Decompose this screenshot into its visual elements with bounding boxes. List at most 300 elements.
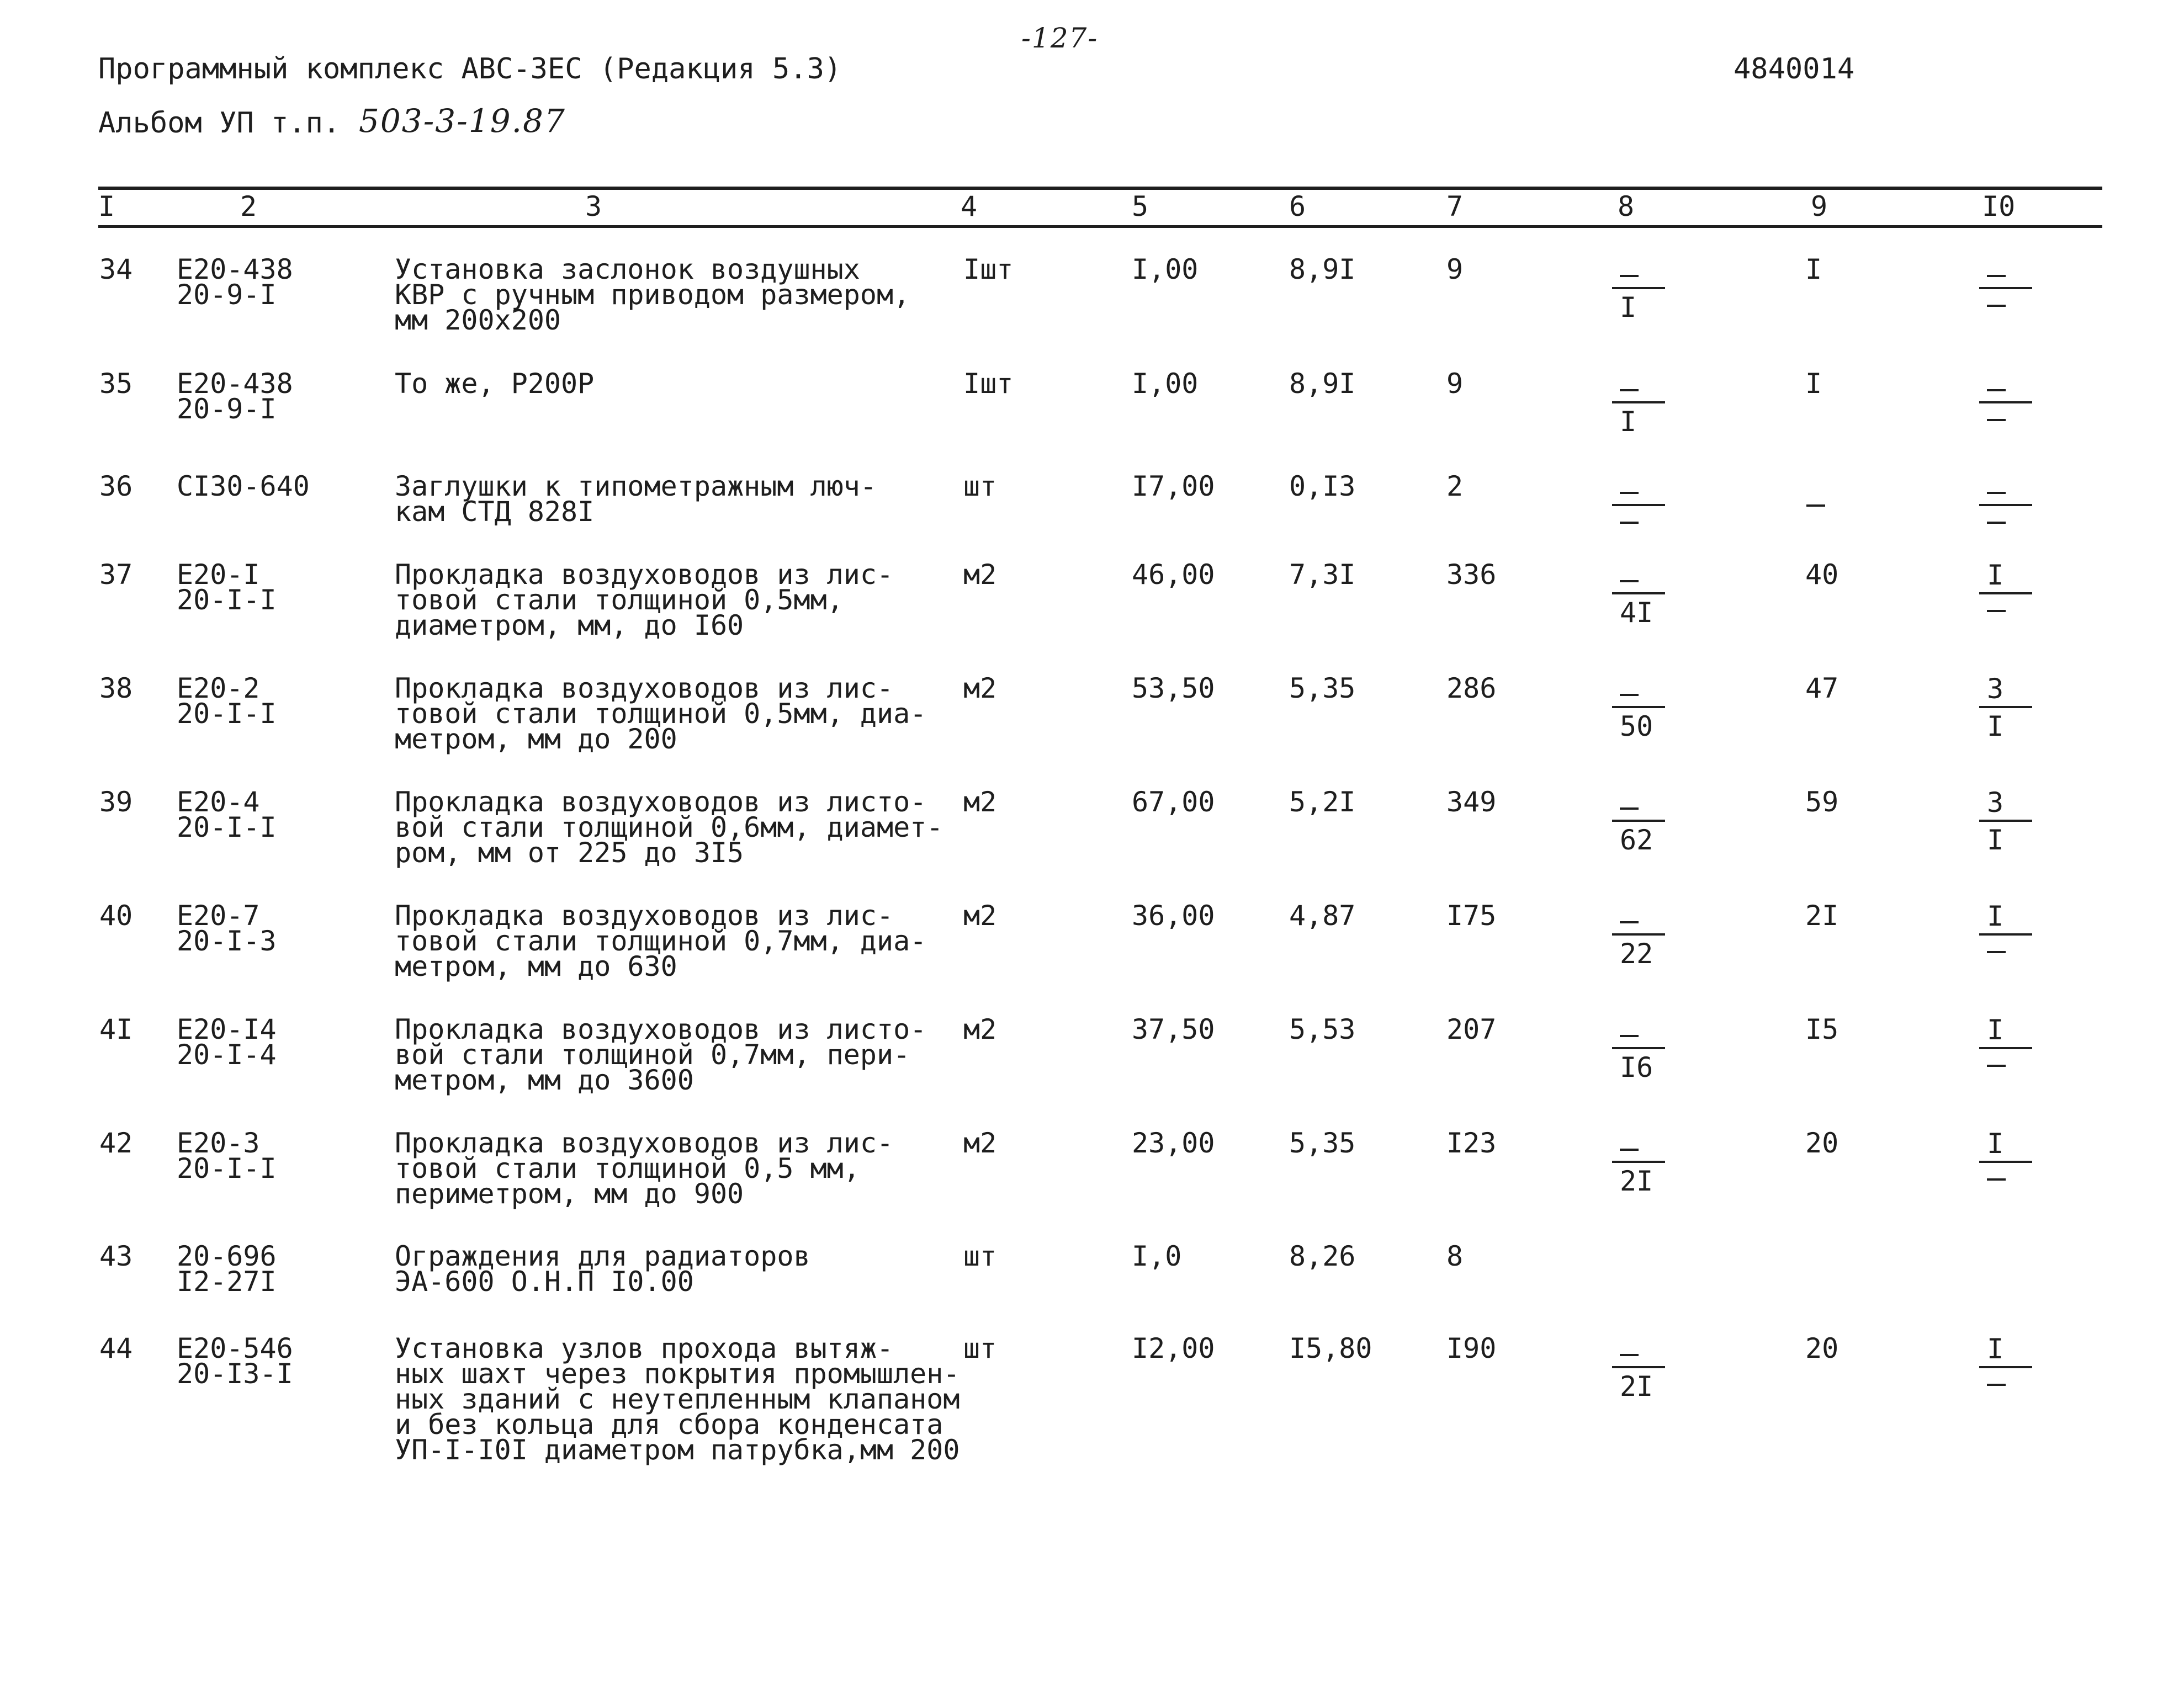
row-total-line: 2 — [1446, 470, 1464, 502]
row-price-line: I5,80 — [1289, 1332, 1372, 1364]
column-header-2: 2 — [240, 190, 257, 222]
row-col8-fraction-den: 62 — [1620, 824, 1653, 856]
row-description-line: мм 200х200 — [395, 304, 561, 336]
row-number-line: 44 — [99, 1332, 133, 1364]
row-number — [99, 470, 133, 502]
row-unit — [963, 672, 997, 704]
row-total-line: 8 — [1446, 1240, 1464, 1272]
row-total — [1446, 470, 1464, 502]
row-col8-fraction-den: I — [1620, 406, 1637, 438]
row-price-line: 0,I3 — [1289, 470, 1356, 502]
row-description — [395, 559, 894, 641]
row-col8-fraction — [1612, 1333, 1665, 1405]
row-number — [99, 1127, 133, 1159]
row-description-line: Прокладка воздуховодов из листо- — [395, 1013, 927, 1045]
row-col9 — [1805, 368, 1822, 400]
row-col8-fraction-num-dash — [1620, 1149, 1639, 1151]
row-description-line: ных шахт через покрытия промышлен- — [395, 1358, 960, 1390]
row-number — [99, 1332, 133, 1364]
row-number-line: 34 — [99, 253, 133, 285]
row-price — [1289, 470, 1356, 502]
row-col10-fraction-den-dash — [1987, 305, 2006, 307]
row-col9-line: 59 — [1805, 786, 1839, 818]
row-col9-line: I5 — [1805, 1013, 1839, 1045]
row-col8-fraction-den: 22 — [1620, 938, 1653, 970]
row-code — [177, 559, 277, 616]
row-col8-fraction-bar — [1612, 706, 1665, 708]
row-description-line: Прокладка воздуховодов из лис- — [395, 1127, 894, 1159]
row-description-line: метром, мм до 630 — [395, 950, 677, 982]
row-col9-line: I — [1805, 253, 1822, 285]
row-description — [395, 368, 595, 400]
row-price-line: 4,87 — [1289, 900, 1356, 932]
column-header-3: 3 — [585, 190, 602, 222]
row-total — [1446, 900, 1497, 932]
row-quantity-line: I7,00 — [1132, 470, 1215, 502]
row-unit — [963, 1240, 997, 1272]
row-col8-fraction — [1612, 900, 1665, 972]
row-col10-fraction — [1979, 1333, 2032, 1405]
row-unit — [963, 786, 997, 818]
row-col10-fraction — [1979, 368, 2032, 440]
row-col9 — [1805, 786, 1839, 818]
row-col8-fraction-den: I — [1620, 291, 1637, 323]
row-unit-line: м2 — [963, 786, 997, 818]
row-number-line: 37 — [99, 559, 133, 591]
table-header-rule — [98, 225, 2102, 228]
row-col8-fraction-bar — [1612, 401, 1665, 403]
row-col8-fraction-num-dash — [1620, 1035, 1639, 1037]
row-col8-fraction — [1612, 1014, 1665, 1086]
row-description — [395, 1013, 927, 1096]
row-description-line: товой стали толщиной 0,5 мм, — [395, 1152, 860, 1184]
row-unit — [963, 1127, 997, 1159]
row-description-line: кам СТД 828I — [395, 496, 595, 528]
table-top-rule — [98, 187, 2102, 190]
row-number-line: 42 — [99, 1127, 133, 1159]
row-description-line: товой стали толщиной 0,5мм, — [395, 584, 844, 616]
row-total-line: I75 — [1446, 900, 1497, 932]
row-col10-fraction-bar — [1979, 820, 2032, 822]
row-code-line: Е20-I4 — [177, 1013, 277, 1045]
row-quantity — [1132, 672, 1215, 704]
row-quantity-line: 23,00 — [1132, 1127, 1215, 1159]
row-col8-fraction-bar — [1612, 1047, 1665, 1049]
row-code — [177, 1127, 277, 1184]
row-col10-fraction — [1979, 900, 2032, 972]
row-quantity — [1132, 900, 1215, 932]
row-quantity-line: 37,50 — [1132, 1013, 1215, 1045]
row-description-line: ром, мм от 225 до 3I5 — [395, 837, 744, 869]
row-col10-fraction-den: I — [1987, 710, 2004, 742]
row-unit — [963, 470, 997, 502]
row-number-line: 4I — [99, 1013, 133, 1045]
row-col10-fraction — [1979, 787, 2032, 858]
column-header-10: I0 — [1982, 190, 2016, 222]
row-col9 — [1805, 1013, 1839, 1045]
row-description-line: диаметром, мм, до I60 — [395, 609, 744, 641]
row-total-line: 349 — [1446, 786, 1497, 818]
row-code-line: Е20-7 — [177, 900, 260, 932]
row-number — [99, 368, 133, 400]
row-col8-fraction-den: 4I — [1620, 597, 1653, 629]
row-quantity-line: I,0 — [1132, 1240, 1182, 1272]
row-col8-fraction-den: 2I — [1620, 1370, 1653, 1402]
row-quantity — [1132, 470, 1215, 502]
row-description-line: периметром, мм до 900 — [395, 1178, 744, 1210]
row-unit-line: шт — [963, 470, 997, 502]
row-number — [99, 1240, 133, 1272]
row-code — [177, 1332, 293, 1390]
row-col8-fraction — [1612, 368, 1665, 440]
row-description-line: КВР с ручным приводом размером, — [395, 279, 910, 311]
row-col8-fraction-num-dash — [1620, 275, 1639, 277]
row-col10-fraction-den-dash — [1987, 419, 2006, 421]
row-col8-fraction — [1612, 673, 1665, 745]
row-col10-fraction-num: I — [1987, 1128, 2004, 1160]
row-number-line: 38 — [99, 672, 133, 704]
row-col8-fraction-bar — [1612, 1161, 1665, 1163]
row-total — [1446, 1127, 1497, 1159]
row-number — [99, 900, 133, 932]
column-header-5: 5 — [1132, 190, 1149, 222]
document-code: 4840014 — [1734, 52, 1855, 86]
row-description-line: Заглушки к типометражным люч- — [395, 470, 877, 502]
row-col9 — [1805, 1127, 1839, 1159]
row-number-line: 40 — [99, 900, 133, 932]
row-quantity-line: 53,50 — [1132, 672, 1215, 704]
row-total-line: 286 — [1446, 672, 1497, 704]
row-quantity — [1132, 1127, 1215, 1159]
row-description-line: вой стали толщиной 0,6мм, диамет- — [395, 811, 943, 843]
row-col8-fraction-den: 2I — [1620, 1165, 1653, 1197]
row-col10-fraction — [1979, 254, 2032, 326]
row-col8-fraction-num-dash — [1620, 807, 1639, 810]
row-code-line: Е20-2 — [177, 672, 260, 704]
row-total-line: 336 — [1446, 559, 1497, 591]
album-label: Альбом УП т.п. — [98, 107, 341, 140]
row-description-line: УП-I-I0I диаметром патрубка,мм 200 — [395, 1434, 960, 1466]
row-total — [1446, 1332, 1497, 1364]
row-col8-fraction-num-dash — [1620, 921, 1639, 923]
row-col10-fraction-den-dash — [1987, 1384, 2006, 1386]
row-code-line: Е20-438 — [177, 368, 293, 400]
row-col8-fraction — [1612, 471, 1665, 543]
row-col10-fraction-bar — [1979, 1366, 2032, 1368]
column-header-4: 4 — [961, 190, 978, 222]
row-col8-fraction-num-dash — [1620, 1354, 1639, 1356]
row-code — [177, 672, 277, 730]
row-col8-fraction-bar — [1612, 1366, 1665, 1368]
row-description — [395, 672, 927, 755]
row-code-line: 20-9-I — [177, 279, 277, 311]
album-number: 503-3-19.87 — [359, 102, 566, 140]
row-unit-line: м2 — [963, 1127, 997, 1159]
page-number: -127- — [1021, 22, 1099, 54]
row-price-line: 8,9I — [1289, 253, 1356, 285]
row-code-line: Е20-3 — [177, 1127, 260, 1159]
row-description — [395, 1127, 894, 1210]
row-number-line: 35 — [99, 368, 133, 400]
row-unit — [963, 253, 1014, 285]
row-code-line: 20-I-4 — [177, 1039, 277, 1071]
row-col9-line: 40 — [1805, 559, 1839, 591]
row-description-line: Прокладка воздуховодов из лис- — [395, 559, 894, 591]
row-col10-fraction — [1979, 1128, 2032, 1199]
row-col8-fraction-num-dash — [1620, 492, 1639, 494]
row-quantity — [1132, 559, 1215, 591]
row-quantity — [1132, 253, 1199, 285]
row-unit-line: м2 — [963, 900, 997, 932]
row-col8-fraction-bar — [1612, 287, 1665, 289]
row-code — [177, 253, 293, 311]
row-code — [177, 1013, 277, 1071]
row-col10-fraction-num-dash — [1987, 389, 2006, 391]
row-unit-line: Iшт — [963, 253, 1014, 285]
row-price — [1289, 1013, 1356, 1045]
row-quantity-line: 67,00 — [1132, 786, 1215, 818]
row-code-line: 20-I-I — [177, 1152, 277, 1184]
row-col10-fraction-num: 3 — [1987, 787, 2004, 819]
row-code-line: 20-696 — [177, 1240, 277, 1272]
row-number — [99, 786, 133, 818]
row-col9-line: 20 — [1805, 1332, 1839, 1364]
row-description — [395, 900, 927, 982]
row-price — [1289, 1127, 1356, 1159]
row-total — [1446, 786, 1497, 818]
row-price-line: 5,35 — [1289, 672, 1356, 704]
row-description — [395, 1240, 810, 1298]
row-quantity — [1132, 368, 1199, 400]
row-number-line: 39 — [99, 786, 133, 818]
row-col9 — [1805, 672, 1839, 704]
row-unit-line: Iшт — [963, 368, 1014, 400]
row-col9 — [1805, 900, 1839, 932]
row-quantity-line: 36,00 — [1132, 900, 1215, 932]
row-total — [1446, 672, 1497, 704]
row-unit — [963, 559, 997, 591]
row-price — [1289, 559, 1356, 591]
row-quantity — [1132, 1332, 1215, 1364]
row-code-line: Е20-4 — [177, 786, 260, 818]
row-col10-fraction — [1979, 559, 2032, 631]
row-description-line: и без кольца для сбора конденсата — [395, 1409, 943, 1441]
row-description-line: Прокладка воздуховодов из лис- — [395, 900, 894, 932]
row-description-line: метром, мм до 3600 — [395, 1064, 694, 1096]
row-quantity — [1132, 1240, 1182, 1272]
row-unit-line: м2 — [963, 672, 997, 704]
row-col10-fraction-den-dash — [1987, 951, 2006, 953]
row-quantity-line: I2,00 — [1132, 1332, 1215, 1364]
row-description-line: Прокладка воздуховодов из листо- — [395, 786, 927, 818]
row-col8-fraction-den: 50 — [1620, 710, 1653, 742]
row-col8-fraction — [1612, 254, 1665, 326]
row-col8-fraction-num-dash — [1620, 580, 1639, 582]
row-price-line: 8,9I — [1289, 368, 1356, 400]
row-col10-fraction — [1979, 673, 2032, 745]
row-total — [1446, 559, 1497, 591]
row-col8-fraction-num-dash — [1620, 694, 1639, 696]
row-code — [177, 470, 310, 502]
row-col10-fraction-num: I — [1987, 1333, 2004, 1365]
row-col10-fraction-bar — [1979, 706, 2032, 708]
row-col10-fraction-den-dash — [1987, 522, 2006, 524]
row-description-line: метром, мм до 200 — [395, 723, 677, 755]
row-col8-fraction — [1612, 1128, 1665, 1199]
row-col10-fraction-den-dash — [1987, 1065, 2006, 1067]
row-code-line: 20-I3-I — [177, 1358, 293, 1390]
row-code — [177, 368, 293, 425]
row-code-line: 20-9-I — [177, 393, 277, 425]
row-total-line: I23 — [1446, 1127, 1497, 1159]
row-description-line: Установка узлов прохода вытяж- — [395, 1332, 894, 1364]
row-col10-fraction-num: I — [1987, 559, 2004, 591]
row-quantity — [1132, 1013, 1215, 1045]
row-col10-fraction — [1979, 1014, 2032, 1086]
row-unit — [963, 900, 997, 932]
column-header-7: 7 — [1446, 190, 1464, 222]
row-col9-line: 20 — [1805, 1127, 1839, 1159]
row-price-line: 7,3I — [1289, 559, 1356, 591]
row-unit — [963, 1013, 997, 1045]
row-code-line: Е20-546 — [177, 1332, 293, 1364]
row-unit — [963, 368, 1014, 400]
row-col10-fraction-den-dash — [1987, 610, 2006, 612]
row-description — [395, 786, 943, 869]
row-col8-fraction-bar — [1612, 592, 1665, 594]
row-col9-line: 47 — [1805, 672, 1839, 704]
row-col8-fraction-den-dash — [1620, 522, 1639, 524]
row-total-line: 207 — [1446, 1013, 1497, 1045]
row-quantity-line: I,00 — [1132, 368, 1199, 400]
row-col9-line: 2I — [1805, 900, 1839, 932]
program-title: Программный комплекс АВС-3ЕС (Редакция 5.3) — [98, 52, 842, 86]
row-price — [1289, 786, 1356, 818]
row-unit-line: шт — [963, 1332, 997, 1364]
row-col10-fraction-num-dash — [1987, 492, 2006, 494]
row-col8-fraction — [1612, 559, 1665, 631]
row-description-line: вой стали толщиной 0,7мм, пери- — [395, 1039, 910, 1071]
row-code-line: СI30-640 — [177, 470, 310, 502]
row-col10-fraction-num: 3 — [1987, 673, 2004, 705]
row-description — [395, 470, 877, 528]
row-code-line: 20-I-3 — [177, 925, 277, 957]
row-number — [99, 559, 133, 591]
row-quantity-line: 46,00 — [1132, 559, 1215, 591]
row-unit-line: шт — [963, 1240, 997, 1272]
row-price — [1289, 368, 1356, 400]
row-description-line: ных зданий с неутепленным клапаном — [395, 1383, 960, 1415]
row-col10-fraction — [1979, 471, 2032, 543]
row-price — [1289, 1240, 1356, 1272]
row-quantity — [1132, 786, 1215, 818]
row-unit-line: м2 — [963, 1013, 997, 1045]
row-code — [177, 900, 277, 957]
row-code-line: Е20-I — [177, 559, 260, 591]
row-total — [1446, 368, 1464, 400]
row-col10-fraction-bar — [1979, 933, 2032, 936]
row-total — [1446, 1013, 1497, 1045]
row-price — [1289, 672, 1356, 704]
row-col9 — [1805, 253, 1822, 285]
row-col10-fraction-den-dash — [1987, 1178, 2006, 1181]
row-quantity-line: I,00 — [1132, 253, 1199, 285]
row-col9 — [1805, 559, 1839, 591]
row-price — [1289, 1332, 1372, 1364]
row-col10-fraction-bar — [1979, 1161, 2032, 1163]
row-col8-fraction-num-dash — [1620, 389, 1639, 391]
column-header-8: 8 — [1618, 190, 1635, 222]
row-description-line: товой стали толщиной 0,7мм, диа- — [395, 925, 927, 957]
row-description-line: ЭА-600 О.Н.П I0.00 — [395, 1266, 694, 1298]
row-description — [395, 253, 910, 336]
row-description — [395, 1332, 960, 1466]
row-price-line: 5,2I — [1289, 786, 1356, 818]
row-total — [1446, 253, 1464, 285]
row-col10-fraction-num: I — [1987, 1014, 2004, 1046]
row-total-line: 9 — [1446, 368, 1464, 400]
row-unit — [963, 1332, 997, 1364]
row-col8-fraction-bar — [1612, 933, 1665, 936]
row-number — [99, 1013, 133, 1045]
row-description-line: То же, Р200Р — [395, 368, 595, 400]
row-col10-fraction-den: I — [1987, 824, 2004, 856]
row-price-line: 5,35 — [1289, 1127, 1356, 1159]
row-code-line: 20-I-I — [177, 584, 277, 616]
row-number — [99, 253, 133, 285]
row-total-line: I90 — [1446, 1332, 1497, 1364]
row-code — [177, 786, 277, 843]
row-col10-fraction-bar — [1979, 504, 2032, 506]
row-code-line: Е20-438 — [177, 253, 293, 285]
row-total-line: 9 — [1446, 253, 1464, 285]
row-code-line: I2-27I — [177, 1266, 277, 1298]
row-col8-fraction-den: I6 — [1620, 1051, 1653, 1083]
row-price — [1289, 900, 1356, 932]
row-price-line: 5,53 — [1289, 1013, 1356, 1045]
row-unit-line: м2 — [963, 559, 997, 591]
row-col9-line: I — [1805, 368, 1822, 400]
row-code-line: 20-I-I — [177, 698, 277, 730]
column-header-6: 6 — [1289, 190, 1306, 222]
row-col10-fraction-bar — [1979, 1047, 2032, 1049]
row-col9-dash — [1806, 504, 1825, 507]
row-col10-fraction-num: I — [1987, 900, 2004, 932]
row-price — [1289, 253, 1356, 285]
row-total — [1446, 1240, 1464, 1272]
row-code — [177, 1240, 277, 1298]
row-description-line: товой стали толщиной 0,5мм, диа- — [395, 698, 927, 730]
row-col9 — [1805, 1332, 1839, 1364]
row-number-line: 36 — [99, 470, 133, 502]
row-col10-fraction-num-dash — [1987, 275, 2006, 277]
row-description-line: Ограждения для радиаторов — [395, 1240, 810, 1272]
row-col8-fraction-bar — [1612, 504, 1665, 506]
column-header-9: 9 — [1811, 190, 1828, 222]
row-col10-fraction-bar — [1979, 287, 2032, 289]
row-col10-fraction-bar — [1979, 592, 2032, 594]
column-header-1: I — [98, 190, 115, 222]
row-col8-fraction-bar — [1612, 820, 1665, 822]
row-price-line: 8,26 — [1289, 1240, 1356, 1272]
row-code-line: 20-I-I — [177, 811, 277, 843]
row-number — [99, 672, 133, 704]
row-description-line: Прокладка воздуховодов из лис- — [395, 672, 894, 704]
row-description-line: Установка заслонок воздушных — [395, 253, 860, 285]
row-col10-fraction-bar — [1979, 401, 2032, 403]
row-col8-fraction — [1612, 787, 1665, 858]
row-number-line: 43 — [99, 1240, 133, 1272]
